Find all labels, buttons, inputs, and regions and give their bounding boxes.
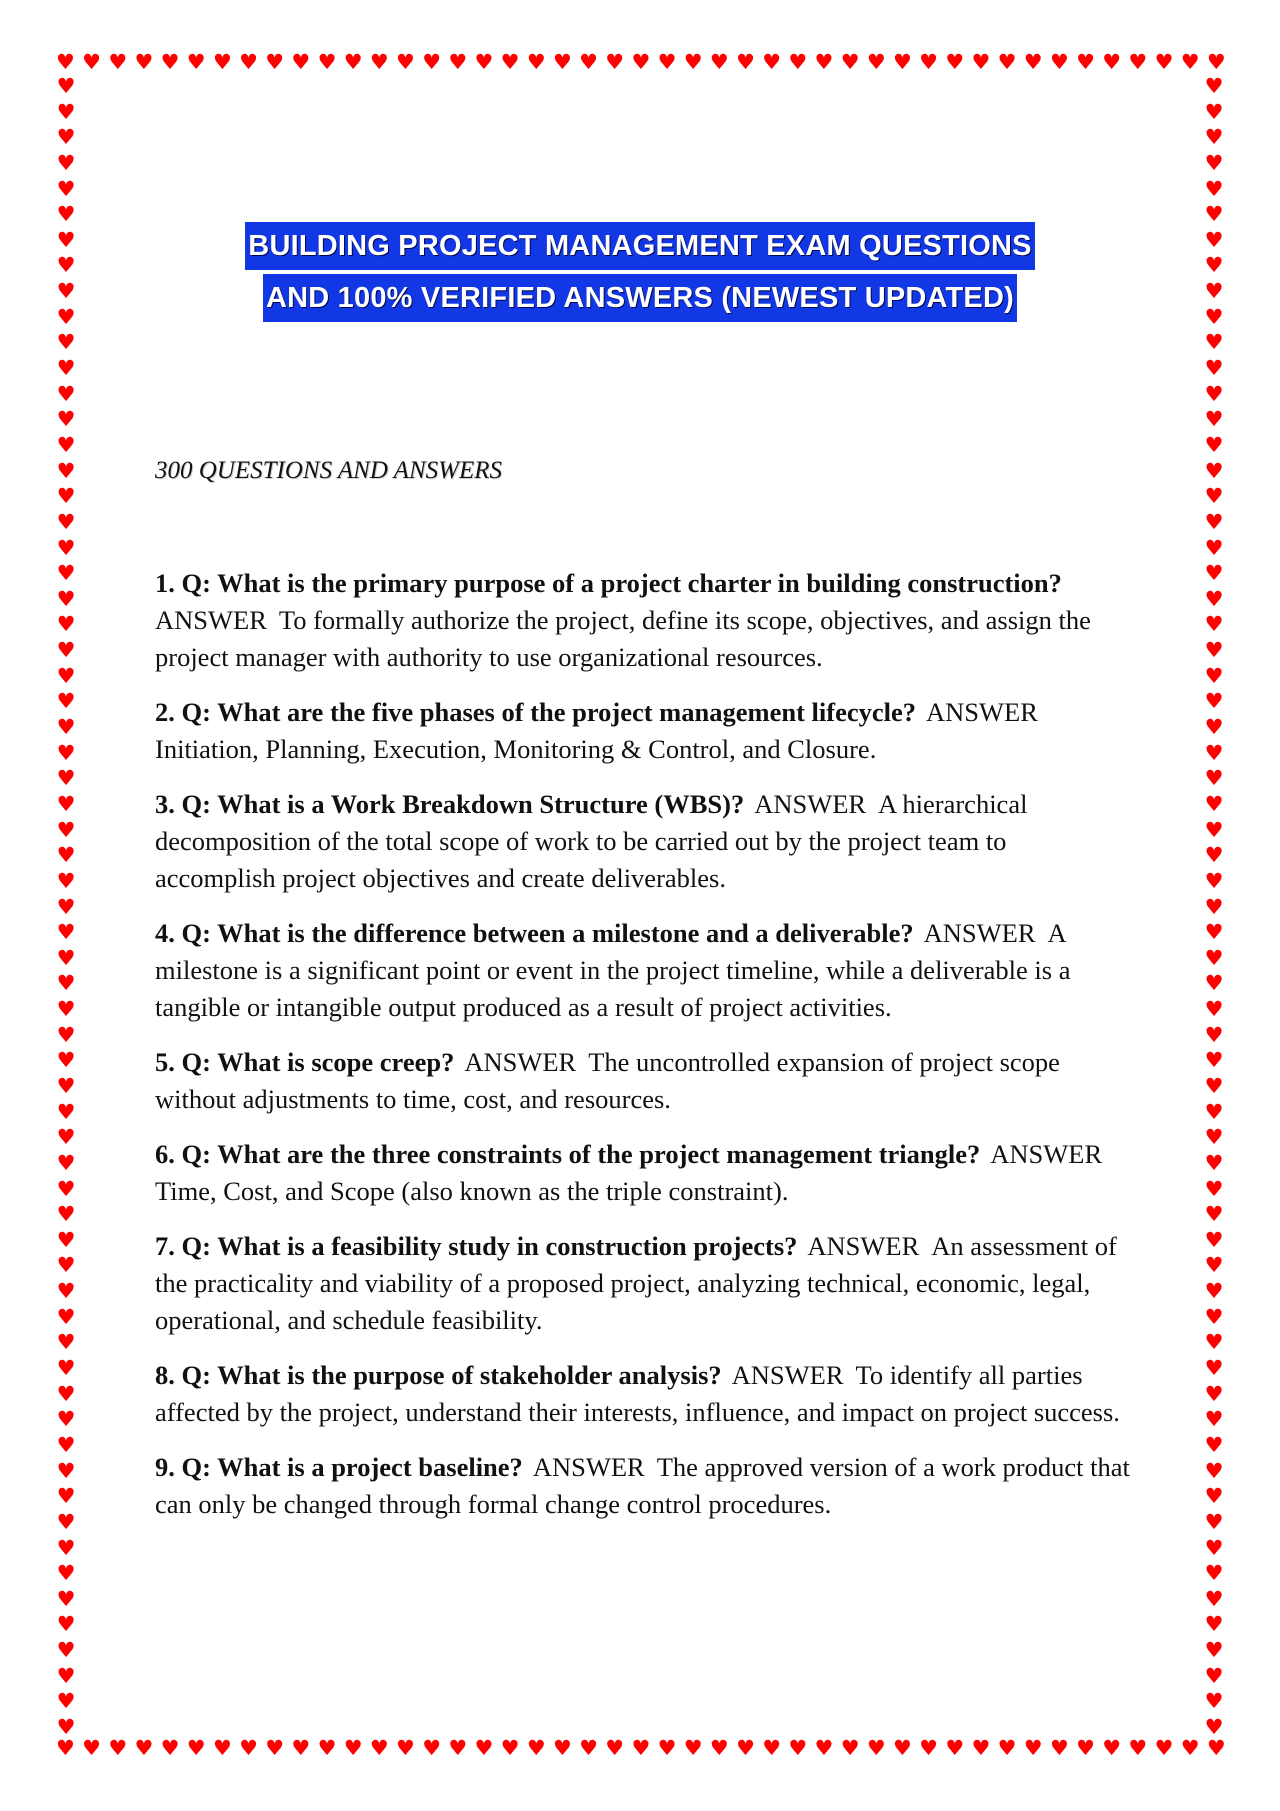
heart-icon: ♥ xyxy=(56,150,76,175)
qa-item-9 xyxy=(155,1449,1130,1523)
heart-icon: ♥ xyxy=(500,1736,520,1760)
heart-icon: ♥ xyxy=(56,766,76,791)
heart-icon: ♥ xyxy=(265,50,285,74)
heart-icon: ♥ xyxy=(526,1736,546,1760)
heart-icon: ♥ xyxy=(1204,176,1224,201)
heart-icon: ♥ xyxy=(1204,1099,1224,1124)
heart-icon: ♥ xyxy=(56,1227,76,1252)
heart-icon: ♥ xyxy=(343,1736,363,1760)
heart-icon: ♥ xyxy=(1206,1736,1226,1760)
heart-icon: ♥ xyxy=(474,50,494,74)
heart-icon: ♥ xyxy=(1204,304,1224,329)
heart-icon: ♥ xyxy=(1204,971,1224,996)
heart-icon: ♥ xyxy=(1204,381,1224,406)
heart-icon: ♥ xyxy=(1204,843,1224,868)
heart-icon: ♥ xyxy=(814,1736,834,1760)
heart-icon: ♥ xyxy=(814,50,834,74)
heart-icon: ♥ xyxy=(56,1304,76,1329)
heart-icon: ♥ xyxy=(1204,561,1224,586)
heart-icon: ♥ xyxy=(82,1736,101,1760)
heart-icon: ♥ xyxy=(56,458,76,483)
heart-icon: ♥ xyxy=(1180,1736,1200,1760)
heart-icon: ♥ xyxy=(56,176,76,201)
title-line-2: AND 100% VERIFIED ANSWERS (NEWEST UPDATED) xyxy=(263,274,1017,322)
question-text: 7. Q: What is a feasibility study in construction projects? xyxy=(155,1231,798,1261)
heart-icon: ♥ xyxy=(683,1736,703,1760)
heart-icon: ♥ xyxy=(56,1612,76,1637)
heart-icon: ♥ xyxy=(1204,1561,1224,1586)
heart-icon: ♥ xyxy=(1204,458,1224,483)
heart-icon: ♥ xyxy=(56,1458,76,1483)
heart-icon: ♥ xyxy=(1204,1253,1224,1278)
question-text: 6. Q: What are the three constraints of the project management triangle? xyxy=(155,1139,981,1169)
qa-item-8 xyxy=(155,1357,1130,1431)
heart-icon: ♥ xyxy=(56,1099,76,1124)
answer-text: Initiation, Planning, Execution, Monitoring & Control, and Closure. xyxy=(155,734,877,764)
answer-text: A milestone is a significant point or event in the project timeline, while a deliverable is a tangible or intangible output produced as a result of project activities. xyxy=(155,918,1071,1022)
heart-icon: ♥ xyxy=(82,50,101,74)
heart-icon: ♥ xyxy=(56,1022,76,1047)
heart-icon: ♥ xyxy=(1204,1458,1224,1483)
heart-icon: ♥ xyxy=(56,76,76,98)
heart-icon: ♥ xyxy=(1204,1638,1224,1663)
heart-icon: ♥ xyxy=(657,1736,677,1760)
heart-icon: ♥ xyxy=(579,50,598,74)
heart-icon: ♥ xyxy=(160,50,180,74)
heart-icon: ♥ xyxy=(56,1432,76,1457)
heart-icon: ♥ xyxy=(239,1736,258,1760)
heart-border-top xyxy=(56,50,1226,74)
heart-icon: ♥ xyxy=(997,50,1017,74)
heart-icon: ♥ xyxy=(56,1279,76,1304)
heart-icon: ♥ xyxy=(396,1736,415,1760)
question-text: 2. Q: What are the five phases of the project management lifecycle? xyxy=(155,697,916,727)
heart-icon: ♥ xyxy=(1204,1484,1224,1509)
heart-icon: ♥ xyxy=(1049,1736,1069,1760)
heart-icon: ♥ xyxy=(997,1736,1017,1760)
heart-icon: ♥ xyxy=(369,50,389,74)
answer-label: ANSWER xyxy=(532,1452,645,1482)
heart-icon: ♥ xyxy=(160,1736,180,1760)
heart-icon: ♥ xyxy=(1204,432,1224,457)
heart-icon: ♥ xyxy=(56,971,76,996)
heart-icon: ♥ xyxy=(56,125,76,150)
heart-icon: ♥ xyxy=(1204,586,1224,611)
heart-icon: ♥ xyxy=(291,50,311,74)
heart-icon: ♥ xyxy=(56,1638,76,1663)
heart-icon: ♥ xyxy=(1206,50,1226,74)
answer-label: ANSWER xyxy=(464,1047,577,1077)
heart-icon: ♥ xyxy=(448,1736,468,1760)
heart-icon: ♥ xyxy=(56,99,76,124)
heart-icon: ♥ xyxy=(56,1150,76,1175)
heart-icon: ♥ xyxy=(1204,766,1224,791)
heart-icon: ♥ xyxy=(56,868,76,893)
heart-icon: ♥ xyxy=(56,330,76,355)
heart-icon: ♥ xyxy=(186,1736,206,1760)
heart-icon: ♥ xyxy=(212,50,232,74)
heart-icon: ♥ xyxy=(56,894,76,919)
heart-icon: ♥ xyxy=(1204,1715,1224,1738)
answer-text: An assessment of the practicality and viability of a proposed project, analyzing technical, economic, legal, operational, and schedule feasibility. xyxy=(155,1231,1117,1335)
heart-icon: ♥ xyxy=(56,356,76,381)
heart-icon: ♥ xyxy=(1204,1150,1224,1175)
heart-icon: ♥ xyxy=(56,945,76,970)
heart-icon: ♥ xyxy=(552,1736,572,1760)
heart-icon: ♥ xyxy=(1128,1736,1148,1760)
heart-icon: ♥ xyxy=(1204,791,1224,816)
heart-icon: ♥ xyxy=(422,1736,442,1760)
heart-icon: ♥ xyxy=(56,407,76,432)
heart-icon: ♥ xyxy=(709,1736,729,1760)
heart-icon: ♥ xyxy=(317,50,337,74)
answer-label: ANSWER xyxy=(990,1139,1103,1169)
heart-icon: ♥ xyxy=(186,50,206,74)
heart-icon: ♥ xyxy=(1204,535,1224,560)
heart-icon: ♥ xyxy=(552,50,572,74)
heart-icon: ♥ xyxy=(1204,740,1224,765)
heart-icon: ♥ xyxy=(736,50,755,74)
heart-icon: ♥ xyxy=(56,843,76,868)
heart-icon: ♥ xyxy=(1204,1407,1224,1432)
question-text: 4. Q: What is the difference between a milestone and a deliverable? xyxy=(155,918,914,948)
heart-icon: ♥ xyxy=(788,50,808,74)
heart-icon: ♥ xyxy=(56,997,76,1022)
heart-icon: ♥ xyxy=(56,1176,76,1201)
heart-icon: ♥ xyxy=(945,1736,965,1760)
answer-label: ANSWER xyxy=(155,605,267,635)
heart-icon: ♥ xyxy=(1204,1381,1224,1406)
heart-icon: ♥ xyxy=(762,1736,782,1760)
heart-icon: ♥ xyxy=(1204,509,1224,534)
heart-icon: ♥ xyxy=(56,638,76,663)
heart-icon: ♥ xyxy=(1204,1689,1224,1714)
heart-icon: ♥ xyxy=(605,50,625,74)
answer-label: ANSWER xyxy=(754,789,867,819)
heart-icon: ♥ xyxy=(108,50,128,74)
heart-icon: ♥ xyxy=(1204,1202,1224,1227)
question-text: 9. Q: What is a project baseline? xyxy=(155,1452,523,1482)
heart-icon: ♥ xyxy=(56,561,76,586)
heart-icon: ♥ xyxy=(108,1736,128,1760)
answer-text: A hierarchical decomposition of the total scope of work to be carried out by the project team to accomplish project objectives and create deliverables. xyxy=(155,789,1028,893)
question-text: 3. Q: What is a Work Breakdown Structure (WBS)? xyxy=(155,789,745,819)
heart-icon: ♥ xyxy=(56,304,76,329)
heart-icon: ♥ xyxy=(1204,1432,1224,1457)
answer-label: ANSWER xyxy=(731,1360,844,1390)
heart-icon: ♥ xyxy=(762,50,782,74)
answer-text: The approved version of a work product that can only be changed through formal change control procedures. xyxy=(155,1452,1130,1519)
heart-icon: ♥ xyxy=(369,1736,389,1760)
heart-icon: ♥ xyxy=(212,1736,232,1760)
heart-icon: ♥ xyxy=(1204,253,1224,278)
answer-label: ANSWER xyxy=(923,918,1036,948)
heart-icon: ♥ xyxy=(239,50,258,74)
heart-icon: ♥ xyxy=(1204,638,1224,663)
heart-icon: ♥ xyxy=(1128,50,1148,74)
heart-icon: ♥ xyxy=(919,50,938,74)
heart-icon: ♥ xyxy=(893,50,912,74)
subtitle: 300 QUESTIONS AND ANSWERS xyxy=(155,457,502,484)
heart-icon: ♥ xyxy=(56,1356,76,1381)
heart-icon: ♥ xyxy=(1204,945,1224,970)
question-text: 1. Q: What is the primary purpose of a project charter in building construction? xyxy=(155,568,1062,598)
heart-icon: ♥ xyxy=(709,50,729,74)
heart-icon: ♥ xyxy=(1204,1330,1224,1355)
heart-icon: ♥ xyxy=(56,1202,76,1227)
heart-icon: ♥ xyxy=(1204,1535,1224,1560)
heart-icon: ♥ xyxy=(631,1736,651,1760)
heart-icon: ♥ xyxy=(1204,99,1224,124)
heart-icon: ♥ xyxy=(1204,1125,1224,1150)
heart-icon: ♥ xyxy=(971,1736,991,1760)
heart-icon: ♥ xyxy=(1204,1304,1224,1329)
heart-icon: ♥ xyxy=(1204,1176,1224,1201)
heart-icon: ♥ xyxy=(1204,868,1224,893)
heart-icon: ♥ xyxy=(134,1736,154,1760)
heart-icon: ♥ xyxy=(56,663,76,688)
heart-icon: ♥ xyxy=(631,50,651,74)
heart-icon: ♥ xyxy=(317,1736,337,1760)
heart-icon: ♥ xyxy=(343,50,363,74)
heart-icon: ♥ xyxy=(500,50,520,74)
heart-icon: ♥ xyxy=(1204,1022,1224,1047)
heart-icon: ♥ xyxy=(866,50,886,74)
qa-item-5 xyxy=(155,1044,1130,1118)
heart-icon: ♥ xyxy=(1204,279,1224,304)
heart-icon: ♥ xyxy=(1023,50,1043,74)
heart-icon: ♥ xyxy=(422,50,442,74)
heart-icon: ♥ xyxy=(1204,330,1224,355)
heart-icon: ♥ xyxy=(1204,1612,1224,1637)
heart-icon: ♥ xyxy=(1204,1048,1224,1073)
heart-icon: ♥ xyxy=(1076,1736,1095,1760)
heart-icon: ♥ xyxy=(56,1715,76,1738)
heart-icon: ♥ xyxy=(1204,997,1224,1022)
heart-icon: ♥ xyxy=(1204,484,1224,509)
heart-icon: ♥ xyxy=(56,535,76,560)
heart-icon: ♥ xyxy=(291,1736,311,1760)
heart-icon: ♥ xyxy=(1204,1586,1224,1611)
heart-icon: ♥ xyxy=(56,1484,76,1509)
heart-icon: ♥ xyxy=(1076,50,1095,74)
answer-text: To identify all parties affected by the project, understand their interests, influence, and impact on project success. xyxy=(155,1360,1120,1427)
heart-icon: ♥ xyxy=(56,50,75,74)
answer-label: ANSWER xyxy=(807,1231,920,1261)
heart-icon: ♥ xyxy=(1180,50,1200,74)
heart-icon: ♥ xyxy=(1204,202,1224,227)
heart-icon: ♥ xyxy=(56,1330,76,1355)
qa-item-2 xyxy=(155,694,1130,768)
heart-icon: ♥ xyxy=(1204,227,1224,252)
heart-icon: ♥ xyxy=(971,50,991,74)
heart-icon: ♥ xyxy=(1204,1227,1224,1252)
heart-border-bottom xyxy=(56,1736,1226,1760)
document-title xyxy=(0,222,1280,329)
heart-icon: ♥ xyxy=(736,1736,755,1760)
heart-icon: ♥ xyxy=(474,1736,494,1760)
heart-icon: ♥ xyxy=(657,50,677,74)
heart-icon: ♥ xyxy=(56,920,76,945)
heart-icon: ♥ xyxy=(56,1407,76,1432)
heart-icon: ♥ xyxy=(56,1561,76,1586)
heart-icon: ♥ xyxy=(1204,663,1224,688)
heart-icon: ♥ xyxy=(1204,612,1224,637)
heart-icon: ♥ xyxy=(56,1663,76,1688)
answer-text: Time, Cost, and Scope (also known as the triple constraint). xyxy=(155,1176,789,1206)
heart-icon: ♥ xyxy=(919,1736,938,1760)
heart-icon: ♥ xyxy=(56,1073,76,1098)
answer-label: ANSWER xyxy=(925,697,1038,727)
heart-icon: ♥ xyxy=(56,715,76,740)
heart-icon: ♥ xyxy=(1204,1509,1224,1534)
heart-icon: ♥ xyxy=(1049,50,1069,74)
qa-item-3 xyxy=(155,786,1130,897)
heart-icon: ♥ xyxy=(56,586,76,611)
heart-icon: ♥ xyxy=(56,432,76,457)
heart-icon: ♥ xyxy=(1204,125,1224,150)
heart-icon: ♥ xyxy=(56,509,76,534)
heart-icon: ♥ xyxy=(56,689,76,714)
heart-icon: ♥ xyxy=(56,1048,76,1073)
heart-icon: ♥ xyxy=(1204,407,1224,432)
heart-icon: ♥ xyxy=(56,1509,76,1534)
question-text: 5. Q: What is scope creep? xyxy=(155,1047,455,1077)
heart-icon: ♥ xyxy=(56,1586,76,1611)
heart-icon: ♥ xyxy=(1204,920,1224,945)
heart-icon: ♥ xyxy=(1204,715,1224,740)
heart-icon: ♥ xyxy=(56,817,76,842)
title-line-1: BUILDING PROJECT MANAGEMENT EXAM QUESTIONS xyxy=(245,222,1034,270)
heart-icon: ♥ xyxy=(56,227,76,252)
heart-icon: ♥ xyxy=(56,1535,76,1560)
heart-icon: ♥ xyxy=(56,253,76,278)
heart-icon: ♥ xyxy=(1204,150,1224,175)
question-text: 8. Q: What is the purpose of stakeholder analysis? xyxy=(155,1360,722,1390)
heart-icon: ♥ xyxy=(1204,894,1224,919)
heart-icon: ♥ xyxy=(56,202,76,227)
heart-icon: ♥ xyxy=(866,1736,886,1760)
heart-icon: ♥ xyxy=(579,1736,598,1760)
qa-item-6 xyxy=(155,1136,1130,1210)
heart-icon: ♥ xyxy=(1023,1736,1043,1760)
qa-list xyxy=(155,565,1130,1541)
heart-icon: ♥ xyxy=(1204,689,1224,714)
heart-icon: ♥ xyxy=(1154,50,1174,74)
heart-icon: ♥ xyxy=(945,50,965,74)
heart-icon: ♥ xyxy=(1154,1736,1174,1760)
heart-icon: ♥ xyxy=(56,1689,76,1714)
heart-icon: ♥ xyxy=(56,740,76,765)
heart-icon: ♥ xyxy=(265,1736,285,1760)
heart-icon: ♥ xyxy=(893,1736,912,1760)
heart-icon: ♥ xyxy=(1204,817,1224,842)
heart-icon: ♥ xyxy=(840,50,860,74)
answer-text: The uncontrolled expansion of project scope without adjustments to time, cost, and resources. xyxy=(155,1047,1060,1114)
heart-icon: ♥ xyxy=(396,50,415,74)
heart-icon: ♥ xyxy=(1204,1663,1224,1688)
qa-item-4 xyxy=(155,915,1130,1026)
heart-icon: ♥ xyxy=(1204,1279,1224,1304)
answer-text: To formally authorize the project, define its scope, objectives, and assign the project manager with authority to use organizational resources. xyxy=(155,605,1091,672)
heart-icon: ♥ xyxy=(840,1736,860,1760)
heart-icon: ♥ xyxy=(1204,356,1224,381)
heart-icon: ♥ xyxy=(1204,1073,1224,1098)
heart-icon: ♥ xyxy=(1204,76,1224,98)
heart-icon: ♥ xyxy=(56,484,76,509)
qa-item-7 xyxy=(155,1228,1130,1339)
heart-icon: ♥ xyxy=(56,1253,76,1278)
heart-icon: ♥ xyxy=(1204,1356,1224,1381)
heart-icon: ♥ xyxy=(605,1736,625,1760)
heart-icon: ♥ xyxy=(134,50,154,74)
heart-icon: ♥ xyxy=(683,50,703,74)
qa-item-1 xyxy=(155,565,1130,676)
heart-icon: ♥ xyxy=(1102,50,1122,74)
heart-icon: ♥ xyxy=(56,1736,75,1760)
heart-icon: ♥ xyxy=(526,50,546,74)
heart-icon: ♥ xyxy=(56,381,76,406)
heart-icon: ♥ xyxy=(56,1125,76,1150)
heart-icon: ♥ xyxy=(448,50,468,74)
heart-icon: ♥ xyxy=(788,1736,808,1760)
heart-icon: ♥ xyxy=(56,279,76,304)
heart-icon: ♥ xyxy=(1102,1736,1122,1760)
heart-icon: ♥ xyxy=(56,612,76,637)
heart-icon: ♥ xyxy=(56,791,76,816)
heart-icon: ♥ xyxy=(56,1381,76,1406)
